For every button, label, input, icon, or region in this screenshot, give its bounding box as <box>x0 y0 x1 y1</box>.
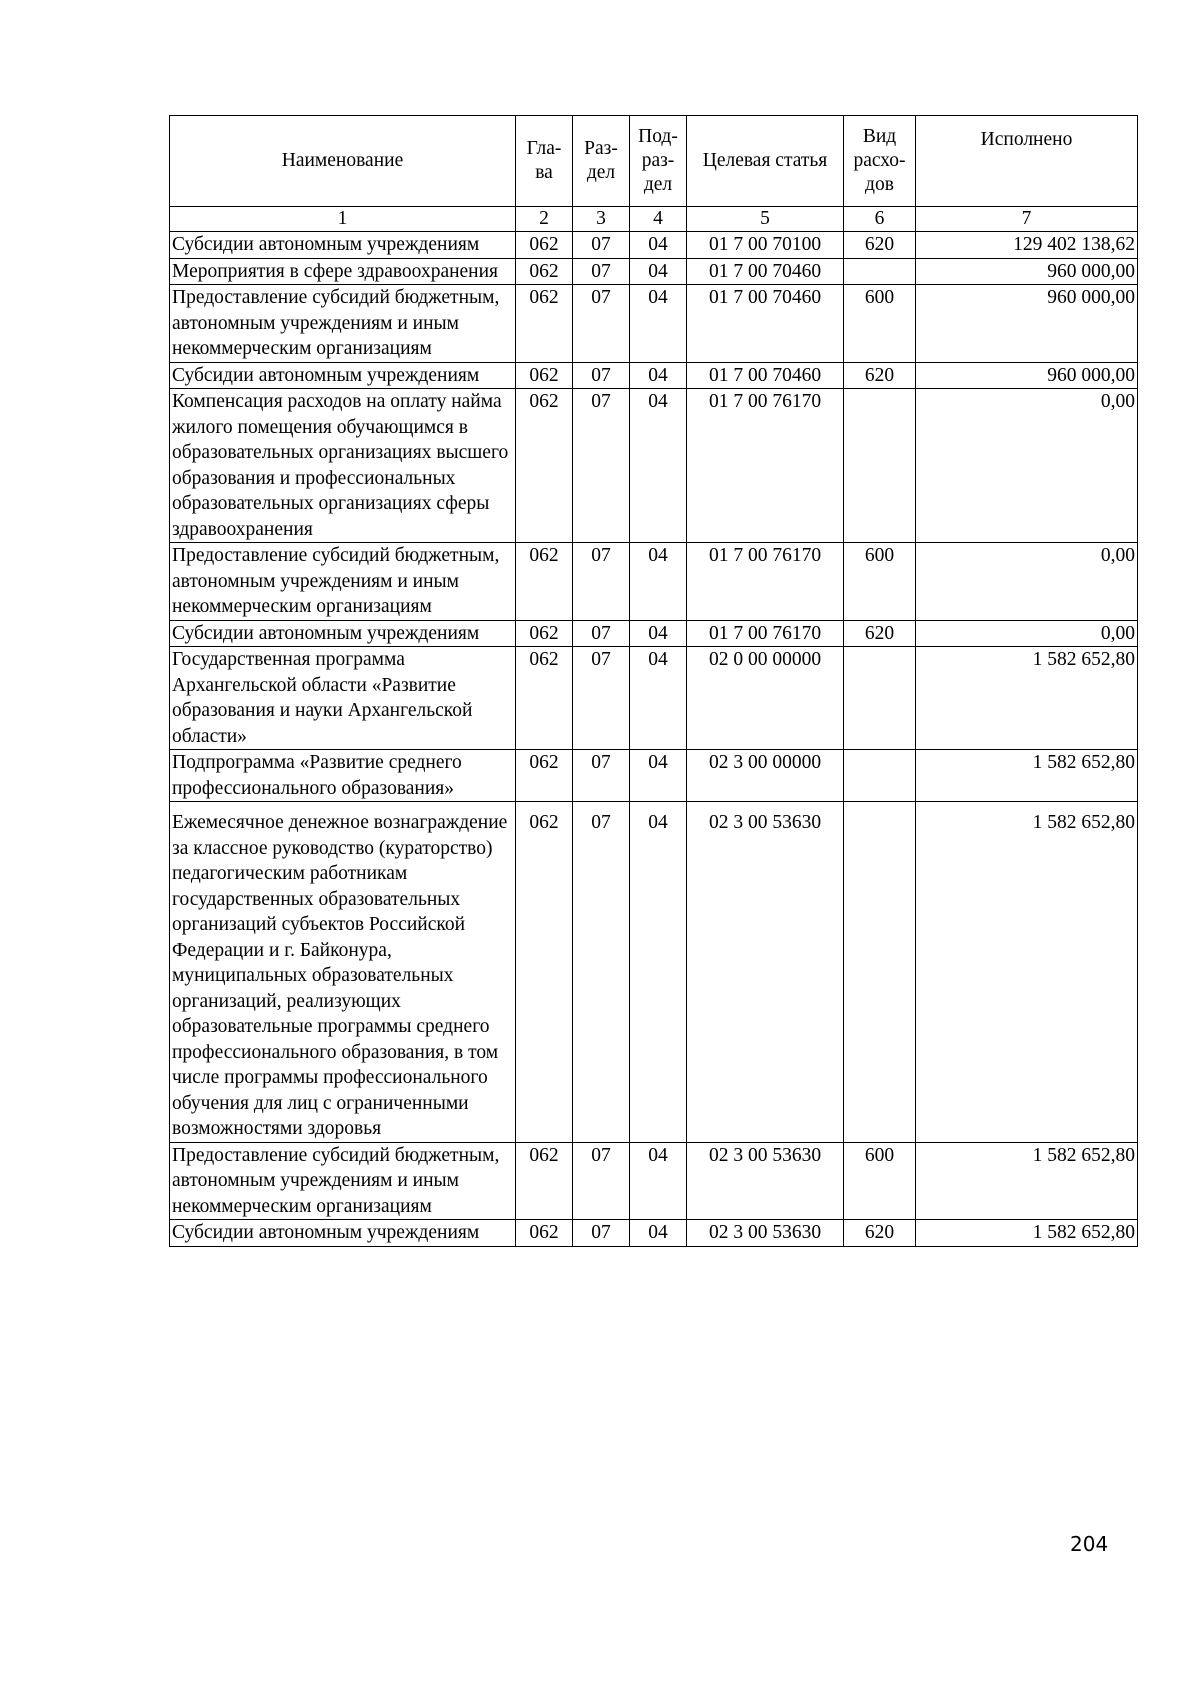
row-executed: 960 000,00 <box>916 285 1138 363</box>
row-executed: 960 000,00 <box>916 362 1138 389</box>
row-target: 01 7 00 76170 <box>687 389 844 543</box>
row-section: 07 <box>573 620 630 647</box>
row-chapter: 062 <box>516 232 573 259</box>
row-target: 02 3 00 53630 <box>687 1220 844 1247</box>
row-expense-type: 600 <box>844 543 916 621</box>
row-executed: 960 000,00 <box>916 258 1138 285</box>
row-name: Субсидии автономным учреждениям <box>170 362 516 389</box>
table-row <box>170 232 1138 259</box>
column-number: 3 <box>573 207 630 232</box>
row-expense-type <box>844 750 916 802</box>
row-subsection: 04 <box>630 620 687 647</box>
row-name: Субсидии автономным учреждениям <box>170 232 516 259</box>
row-expense-type: 600 <box>844 285 916 363</box>
header-expense-type-line: расхо- <box>853 150 906 171</box>
header-subsection-line: раз- <box>641 150 675 171</box>
row-expense-type: 620 <box>844 620 916 647</box>
row-expense-type: 620 <box>844 362 916 389</box>
header-subsection-line: дел <box>643 174 673 195</box>
row-section: 07 <box>573 285 630 363</box>
row-target: 02 3 00 53630 <box>687 802 844 1143</box>
header-chapter-line: Гла- <box>526 138 562 159</box>
column-number: 6 <box>844 207 916 232</box>
row-target: 01 7 00 70460 <box>687 258 844 285</box>
table-row <box>170 258 1138 285</box>
table-body <box>170 232 1138 1247</box>
column-number: 7 <box>916 207 1138 232</box>
row-chapter: 062 <box>516 389 573 543</box>
row-executed: 0,00 <box>916 620 1138 647</box>
row-executed: 1 582 652,80 <box>916 1142 1138 1220</box>
row-target: 01 7 00 70460 <box>687 285 844 363</box>
row-name: Государственная программа Архангельской области «Развитие образования и науки Архангельской области» <box>170 647 516 750</box>
row-section: 07 <box>573 802 630 1143</box>
row-expense-type: 620 <box>844 1220 916 1247</box>
row-executed: 1 582 652,80 <box>916 647 1138 750</box>
row-section: 07 <box>573 362 630 389</box>
header-section <box>573 116 630 207</box>
column-number-row <box>170 207 1138 232</box>
row-executed: 1 582 652,80 <box>916 1220 1138 1247</box>
column-number: 1 <box>170 207 516 232</box>
header-section-line: Раз- <box>584 138 618 159</box>
row-target: 02 3 00 00000 <box>687 750 844 802</box>
row-subsection: 04 <box>630 750 687 802</box>
table-row <box>170 389 1138 543</box>
row-subsection: 04 <box>630 285 687 363</box>
row-section: 07 <box>573 258 630 285</box>
row-name: Предоставление субсидий бюджетным, автономным учреждениям и иным некоммерческим организациям <box>170 1142 516 1220</box>
row-name: Мероприятия в сфере здравоохранения <box>170 258 516 285</box>
row-expense-type <box>844 647 916 750</box>
row-executed: 1 582 652,80 <box>916 802 1138 1143</box>
header-expense-type-line: Вид <box>862 126 897 147</box>
row-expense-type: 620 <box>844 232 916 259</box>
row-section: 07 <box>573 647 630 750</box>
row-expense-type <box>844 258 916 285</box>
row-executed: 0,00 <box>916 389 1138 543</box>
row-chapter: 062 <box>516 258 573 285</box>
header-executed: Исполнено <box>916 116 1138 207</box>
table-row <box>170 362 1138 389</box>
row-chapter: 062 <box>516 620 573 647</box>
row-section: 07 <box>573 1142 630 1220</box>
table-row <box>170 802 1138 1143</box>
row-name: Предоставление субсидий бюджетным, автономным учреждениям и иным некоммерческим организациям <box>170 543 516 621</box>
row-chapter: 062 <box>516 1142 573 1220</box>
table-row <box>170 750 1138 802</box>
row-section: 07 <box>573 543 630 621</box>
header-target: Целевая статья <box>687 116 844 207</box>
row-chapter: 062 <box>516 362 573 389</box>
column-number: 5 <box>687 207 844 232</box>
row-expense-type <box>844 802 916 1143</box>
row-subsection: 04 <box>630 258 687 285</box>
row-subsection: 04 <box>630 543 687 621</box>
row-executed: 1 582 652,80 <box>916 750 1138 802</box>
table-row <box>170 543 1138 621</box>
row-chapter: 062 <box>516 647 573 750</box>
row-chapter: 062 <box>516 1220 573 1247</box>
table-row <box>170 647 1138 750</box>
row-target: 01 7 00 70100 <box>687 232 844 259</box>
table-row <box>170 1220 1138 1247</box>
row-subsection: 04 <box>630 389 687 543</box>
row-name: Субсидии автономным учреждениям <box>170 620 516 647</box>
row-chapter: 062 <box>516 285 573 363</box>
row-executed: 0,00 <box>916 543 1138 621</box>
row-subsection: 04 <box>630 232 687 259</box>
row-section: 07 <box>573 750 630 802</box>
row-chapter: 062 <box>516 543 573 621</box>
table-row <box>170 1142 1138 1220</box>
row-name: Подпрограмма «Развитие среднего профессионального образования» <box>170 750 516 802</box>
row-target: 01 7 00 76170 <box>687 620 844 647</box>
budget-execution-table <box>169 115 1138 1247</box>
header-row <box>170 116 1138 207</box>
row-subsection: 04 <box>630 1142 687 1220</box>
row-section: 07 <box>573 232 630 259</box>
header-name: Наименование <box>170 116 516 207</box>
row-subsection: 04 <box>630 647 687 750</box>
row-subsection: 04 <box>630 802 687 1143</box>
header-subsection <box>630 116 687 207</box>
row-chapter: 062 <box>516 750 573 802</box>
row-expense-type <box>844 389 916 543</box>
row-target: 02 0 00 00000 <box>687 647 844 750</box>
row-expense-type: 600 <box>844 1142 916 1220</box>
header-expense-type-line: дов <box>865 174 894 195</box>
column-number: 2 <box>516 207 573 232</box>
header-chapter <box>516 116 573 207</box>
row-name: Компенсация расходов на оплату найма жилого помещения обучающимся в образовательных организациях высшего образования и профессиональных образовательных организациях сферы здравоохранения <box>170 389 516 543</box>
row-name: Ежемесячное денежное вознаграждение за классное руководство (кураторство) педагогическим работникам государственных образовательных организаций субъектов Российской Федерации и г. Байконура, муниципальных образовательных организаций, реализующих образовательные программы среднего профессионального образования, в том числе программы профессионального обучения для лиц с ограниченными возможностями здоровья <box>170 802 516 1143</box>
row-target: 01 7 00 70460 <box>687 362 844 389</box>
row-subsection: 04 <box>630 1220 687 1247</box>
row-name: Предоставление субсидий бюджетным, автономным учреждениям и иным некоммерческим организациям <box>170 285 516 363</box>
column-number: 4 <box>630 207 687 232</box>
row-section: 07 <box>573 1220 630 1247</box>
row-target: 02 3 00 53630 <box>687 1142 844 1220</box>
row-executed: 129 402 138,62 <box>916 232 1138 259</box>
table-row <box>170 285 1138 363</box>
table-row <box>170 620 1138 647</box>
row-chapter: 062 <box>516 802 573 1143</box>
header-expense-type <box>844 116 916 207</box>
row-target: 01 7 00 76170 <box>687 543 844 621</box>
row-subsection: 04 <box>630 362 687 389</box>
page-number: 204 <box>1070 1532 1109 1556</box>
header-subsection-line: Под- <box>638 126 678 147</box>
row-section: 07 <box>573 389 630 543</box>
header-section-line: дел <box>586 162 616 183</box>
row-name: Субсидии автономным учреждениям <box>170 1220 516 1247</box>
header-chapter-line: ва <box>535 162 553 183</box>
